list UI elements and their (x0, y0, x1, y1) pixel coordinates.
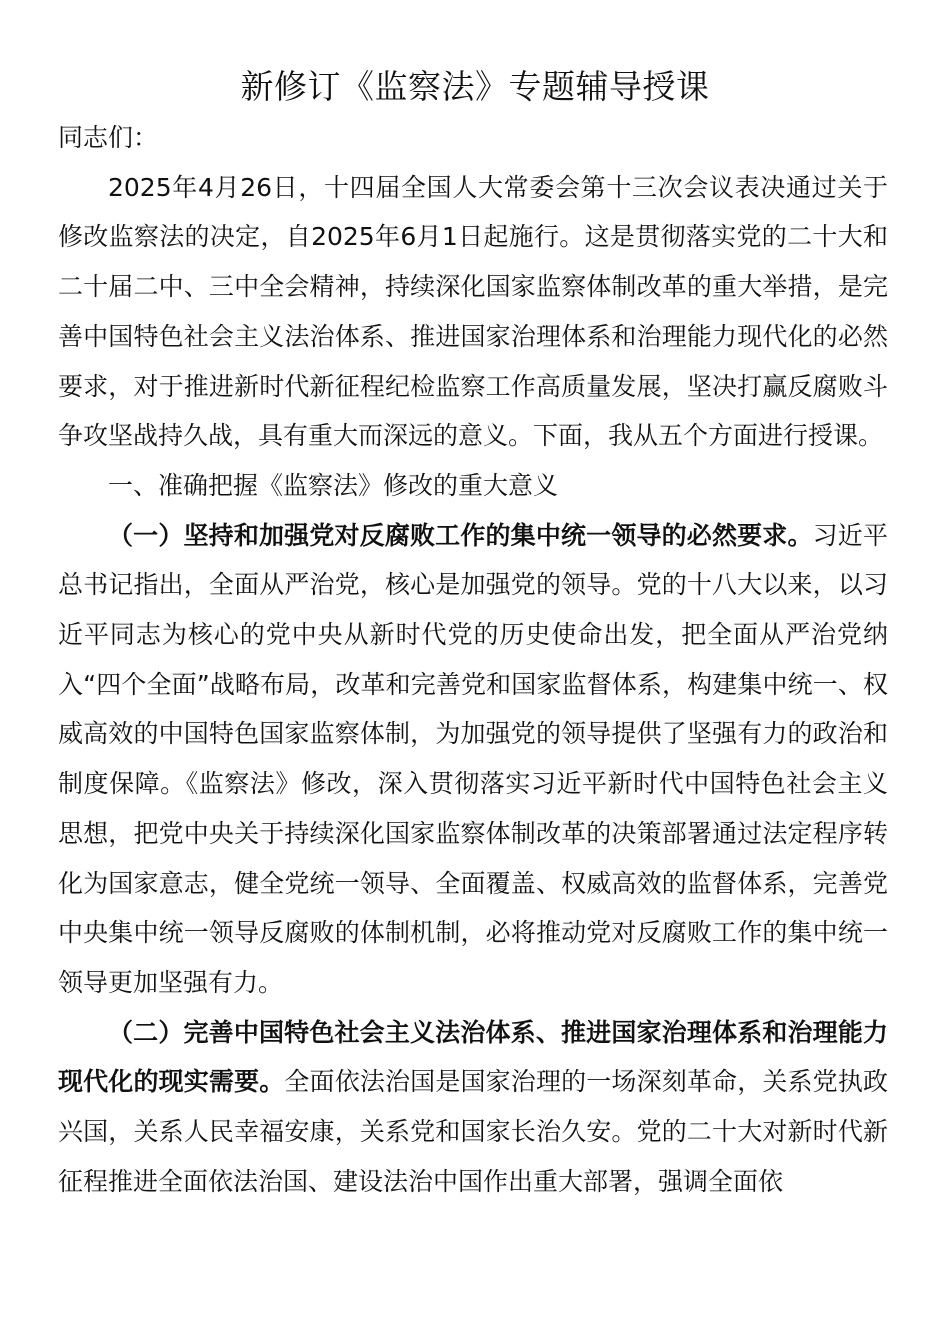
section-heading: 一、准确把握《监察法》修改的重大意义 (108, 470, 559, 500)
document-title: 新修订《监察法》专题辅导授课 (240, 67, 710, 106)
document-body (58, 113, 888, 1206)
intro-paragraph: 2025年4月26日，十四届全国人大常委会第十三次会议表决通过关于修改监察法的决定，自2025年6月1日起施行。这是贯彻落实党的二十大和二十届二中、三中全会精神，持续深化国家监察体制改革的重大举措，是完善中国特色社会主义法治体系、推进国家治理体系和治理能力现代化的必然要求，对于推进新时代新征程纪检监察工作高质量发展，坚决打赢反腐败斗争攻坚战持久战，具有重大而深远的意义。下面，我从五个方面进行授课。 (58, 172, 888, 451)
point-paragraph-2 (58, 1008, 888, 1207)
point-lead-2: （二）完善中国特色社会主义法治体系、推进国家治理体系和治理能力现代化的现实需要。 (58, 1017, 888, 1097)
point-lead-1: （一）坚持和加强党对反腐败工作的集中统一领导的必然要求。 (108, 520, 813, 550)
point-body-2: 全面依法治国是国家治理的一场深刻革命，关系党执政兴国，关系人民幸福安康，关系党和国家长治久安。党的二十大对新时代新征程推进全面依法治国、建设法治中国作出重大部署，强调全面依 (58, 1067, 888, 1196)
salutation: 同志们： (58, 123, 159, 152)
point-body-1: 习近平总书记指出，全面从严治党，核心是加强党的领导。党的十八大以来，以习近平同志为核心的党中央从新时代党的历史使命出发，把全面从严治党纳入“四个全面”战略布局，改革和完善党和国家监督体系，构建集中统一、权威高效的中国特色国家监察体制，为加强党的领导提供了坚强有力的政治和制度保障。《监察法》修改，深入贯彻落实习近平新时代中国特色社会主义思想，把党中央关于持续深化国家监察体制改革的决策部署通过法定程序转化为国家意志，健全党统一领导、全面覆盖、权威高效的监督体系，完善党中央集中统一领导反腐败的体制机制，必将推动党对反腐败工作的集中统一领导更加坚强有力。 (58, 520, 888, 997)
point-paragraph-1 (58, 511, 888, 1008)
